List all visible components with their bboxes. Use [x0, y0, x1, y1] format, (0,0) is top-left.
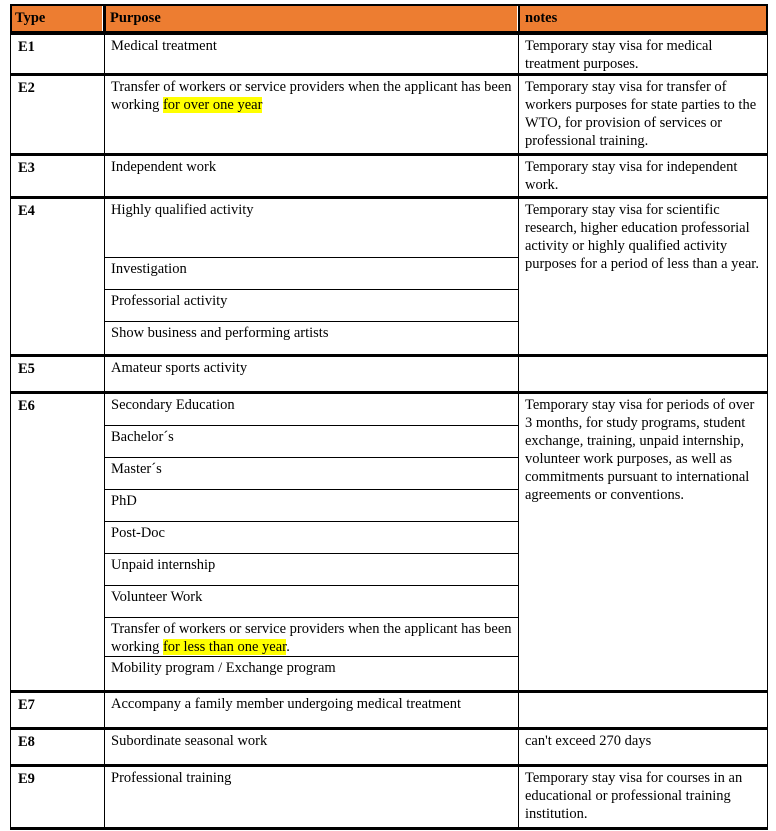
highlighted-duration: for less than one year: [162, 639, 287, 655]
notes-cell: can't exceed 270 days: [525, 733, 652, 749]
header-notes: notes: [520, 5, 766, 32]
row-right-border: [767, 766, 768, 828]
type-cell: E5: [18, 361, 35, 377]
purpose-separator: [104, 585, 518, 586]
row-right-border: [767, 34, 768, 74]
row-top-border: [10, 393, 768, 394]
type-cell: E4: [18, 203, 35, 219]
header-right-border: [766, 4, 768, 33]
row-left-border: [10, 155, 11, 197]
notes-cell: Temporary stay visa for courses in an educational or professional training institution.: [525, 770, 743, 822]
notes-cell: Temporary stay visa for scientific research, higher education professorial activity or highly qualified activity purposes for a period of less than a year.: [525, 202, 759, 272]
row-left-border: [10, 198, 11, 355]
row-right-border: [767, 155, 768, 197]
row-top-border: [10, 766, 768, 767]
row-top-border: [10, 75, 768, 76]
row-left-border: [10, 34, 11, 74]
purpose-separator: [104, 425, 518, 426]
purpose-item: Master´s: [111, 461, 162, 477]
type-cell: E2: [18, 80, 35, 96]
purpose-item: Unpaid internship: [111, 557, 216, 573]
row-top-border: [10, 155, 768, 156]
purpose-item: Investigation: [111, 261, 187, 277]
header-purpose: Purpose: [105, 5, 517, 32]
row-right-border: [767, 729, 768, 765]
purpose-item: Show business and performing artists: [111, 325, 329, 341]
row-right-border: [767, 198, 768, 355]
purpose-item: [105, 78, 513, 114]
purpose-suffix: .: [286, 639, 290, 655]
purpose-item: Post-Doc: [111, 525, 165, 541]
purpose-item: Secondary Education: [111, 397, 235, 413]
purpose-text: Transfer of workers or service providers when the applicant has been working: [111, 621, 512, 655]
notes-cell: Temporary stay visa for transfer of workers purposes for state parties to the WTO, for provision of services or professional training.: [525, 79, 757, 149]
purpose-item: Accompany a family member undergoing medical treatment: [111, 696, 462, 712]
row-left-border: [10, 766, 11, 828]
highlighted-duration: for over one year: [162, 97, 263, 113]
purpose-item: Subordinate seasonal work: [111, 733, 268, 749]
purpose-item: Amateur sports activity: [111, 360, 248, 376]
type-cell: E3: [18, 160, 35, 176]
purpose-item: Mobility program / Exchange program: [111, 660, 336, 676]
purpose-separator: [104, 257, 518, 258]
notes-cell: Temporary stay visa for independent work.: [525, 159, 738, 193]
purpose-separator: [104, 489, 518, 490]
row-top-border: [10, 729, 768, 730]
notes-cell: Temporary stay visa for medical treatment purposes.: [525, 38, 713, 72]
type-cell: E7: [18, 697, 35, 713]
purpose-separator: [104, 457, 518, 458]
header-divider: [103, 4, 106, 33]
row-right-border: [767, 393, 768, 691]
notes-cell: Temporary stay visa for periods of over 3 months, for study programs, student exchange, training, unpaid internship, volunteer work purposes, as well as commitments pursuant to international agreements or conventions.: [525, 397, 755, 503]
purpose-separator: [104, 617, 518, 618]
type-cell: E9: [18, 771, 35, 787]
header-left-border: [10, 4, 12, 33]
purpose-separator: [104, 321, 518, 322]
type-cell: E6: [18, 398, 35, 414]
row-bottom-border: [10, 827, 768, 830]
purpose-separator: [104, 521, 518, 522]
purpose-separator: [104, 553, 518, 554]
row-top-border: [10, 198, 768, 199]
purpose-item: Bachelor´s: [111, 429, 174, 445]
row-divider: [518, 356, 519, 392]
row-left-border: [10, 356, 11, 392]
row-top-border: [10, 356, 768, 357]
type-cell: E1: [18, 39, 35, 55]
purpose-separator: [104, 656, 518, 657]
row-left-border: [10, 729, 11, 765]
purpose-item: Volunteer Work: [111, 589, 203, 605]
row-left-border: [10, 692, 11, 728]
header-divider: [518, 4, 520, 33]
row-divider: [518, 692, 519, 728]
row-right-border: [767, 75, 768, 154]
header-top-border: [10, 4, 768, 6]
row-left-border: [10, 393, 11, 691]
row-right-border: [767, 356, 768, 392]
purpose-text: Transfer of workers or service providers when the applicant has been working: [111, 79, 512, 113]
purpose-item: Independent work: [111, 159, 217, 175]
row-top-border: [10, 692, 768, 693]
purpose-separator: [104, 289, 518, 290]
row-left-border: [10, 75, 11, 154]
row-right-border: [767, 692, 768, 728]
purpose-item: PhD: [111, 493, 137, 509]
purpose-item: Medical treatment: [111, 38, 217, 54]
purpose-item: Professorial activity: [111, 293, 228, 309]
purpose-item: Professional training: [111, 770, 232, 786]
purpose-item: Highly qualified activity: [111, 202, 254, 218]
header-type: Type: [10, 5, 102, 32]
purpose-item: [105, 620, 513, 656]
type-cell: E8: [18, 734, 35, 750]
row-top-border: [10, 34, 768, 35]
